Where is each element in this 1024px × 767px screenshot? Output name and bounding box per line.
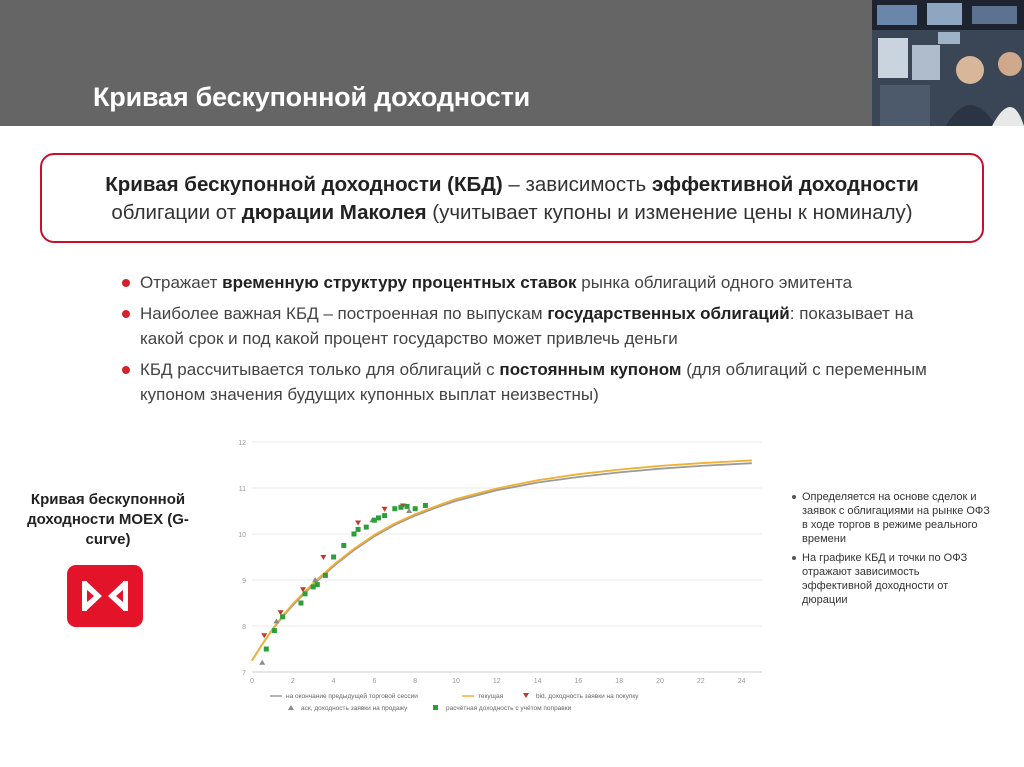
- page-title: Кривая бескупонной доходности: [93, 82, 531, 112]
- legend-swatch: [523, 693, 529, 698]
- bid-point: [320, 555, 326, 560]
- calc-point: [280, 614, 285, 619]
- x-tick-label: 6: [372, 678, 377, 685]
- x-tick-label: 12: [492, 678, 501, 685]
- bullet-dot-icon: [122, 279, 130, 287]
- calc-point: [392, 506, 397, 511]
- x-tick-label: 18: [615, 678, 624, 685]
- calc-point: [423, 503, 428, 508]
- body-text: Отражает: [140, 273, 223, 292]
- body-text: облигации от: [111, 201, 242, 224]
- body-text: КБД рассчитывается только для облигаций с: [140, 360, 500, 379]
- y-tick-label: 9: [242, 578, 246, 585]
- calc-point: [264, 647, 269, 652]
- x-tick-label: 4: [331, 678, 336, 685]
- bullet-list: [120, 270, 950, 413]
- calc-point: [272, 628, 277, 633]
- trading-floor-photo-art: [872, 0, 1024, 126]
- series-line: [252, 463, 752, 660]
- body-text: рынка облигаций одного эмитента: [576, 273, 853, 292]
- emphasis-text: Кривая бескупонной доходности (КБД): [105, 173, 503, 196]
- slide-header: [0, 0, 872, 126]
- y-tick-label: 10: [238, 532, 246, 539]
- legend-label: на окончание предыдущей торговой сессии: [286, 693, 418, 700]
- side-note-dot-icon: [792, 495, 796, 499]
- y-tick-label: 12: [238, 440, 246, 447]
- x-tick-label: 0: [250, 678, 254, 685]
- calc-point: [364, 525, 369, 530]
- bullet-item: [120, 357, 950, 407]
- x-tick-label: 22: [696, 678, 705, 685]
- bullet-dot-icon: [122, 310, 130, 318]
- legend-swatch: [433, 705, 438, 710]
- side-note-item: [790, 490, 990, 546]
- x-tick-label: 10: [452, 678, 460, 685]
- body-text: (учитывает купоны и изменение цены к номиналу): [426, 201, 913, 224]
- emphasis-text: государственных облигаций: [547, 304, 790, 323]
- moex-logo-glyph: [67, 565, 143, 627]
- moex-logo-icon: [67, 565, 143, 627]
- ask-point: [259, 660, 265, 665]
- definition-box: [40, 153, 984, 243]
- emphasis-text: постоянным купоном: [499, 360, 682, 379]
- y-tick-label: 11: [238, 486, 246, 493]
- y-tick-label: 8: [242, 624, 246, 631]
- calc-point: [323, 573, 328, 578]
- body-text: (для облигаций с переменным купоном значения будущих купонных выплат неизвестны): [140, 360, 927, 404]
- calc-point: [303, 591, 308, 596]
- emphasis-text: дюрации Маколея: [241, 201, 427, 224]
- moex-curve-title: Кривая бескупонной доходности MOEX (G-curve): [27, 491, 189, 548]
- side-notes: [790, 490, 990, 612]
- calc-point: [356, 527, 361, 532]
- x-tick-label: 8: [413, 678, 418, 685]
- legend-label: текущая: [478, 693, 504, 700]
- series-line: [252, 460, 752, 660]
- side-note-text: Определяется на основе сделок и заявок с облигациями на рынке ОФЗ в ходе торгов в режиме реального времени: [802, 491, 990, 545]
- bid-point: [382, 507, 388, 512]
- x-tick-label: 20: [656, 678, 664, 685]
- x-tick-label: 24: [737, 678, 746, 685]
- legend-label: bid, доходность заявки на покупку: [536, 693, 639, 700]
- legend-label: расчётная доходность с учётом поправки: [446, 705, 572, 712]
- calc-point: [341, 543, 346, 548]
- x-tick-label: 16: [574, 678, 583, 685]
- x-tick-label: 2: [290, 678, 295, 685]
- bullet-item: [120, 301, 950, 351]
- trading-floor-photo: [872, 0, 1024, 126]
- calc-point: [376, 515, 381, 520]
- definition-line-1: [42, 173, 982, 197]
- x-tick-label: 14: [533, 678, 542, 685]
- side-note-dot-icon: [792, 556, 796, 560]
- bullet-dot-icon: [122, 366, 130, 374]
- side-note-text: На графике КБД и точки по ОФЗ отражают зависимость эффективной доходности от дюрации: [802, 552, 968, 606]
- calc-point: [398, 505, 403, 510]
- bullet-item: [120, 270, 950, 295]
- bid-point: [355, 521, 361, 526]
- calc-point: [413, 506, 418, 511]
- calc-point: [352, 532, 357, 537]
- calc-point: [315, 582, 320, 587]
- calc-point: [298, 601, 303, 606]
- body-text: – зависимость: [502, 173, 652, 196]
- emphasis-text: временную структуру процентных ставок: [222, 273, 577, 292]
- calc-point: [331, 555, 336, 560]
- legend-swatch: [288, 705, 294, 710]
- body-text: : показывает на какой срок и под какой процент государство может привлечь деньги: [140, 304, 914, 348]
- body-text: Наиболее важная КБД – построенная по выпускам: [140, 304, 548, 323]
- calc-point: [382, 513, 387, 518]
- side-note-item: [790, 551, 990, 607]
- calc-point: [405, 504, 410, 509]
- definition-line-2: [42, 201, 982, 225]
- emphasis-text: эффективной доходности: [651, 173, 919, 196]
- y-tick-label: 7: [242, 670, 246, 677]
- g-curve-chart: [230, 432, 775, 717]
- legend-label: аск, доходность заявки на продажу: [301, 705, 408, 712]
